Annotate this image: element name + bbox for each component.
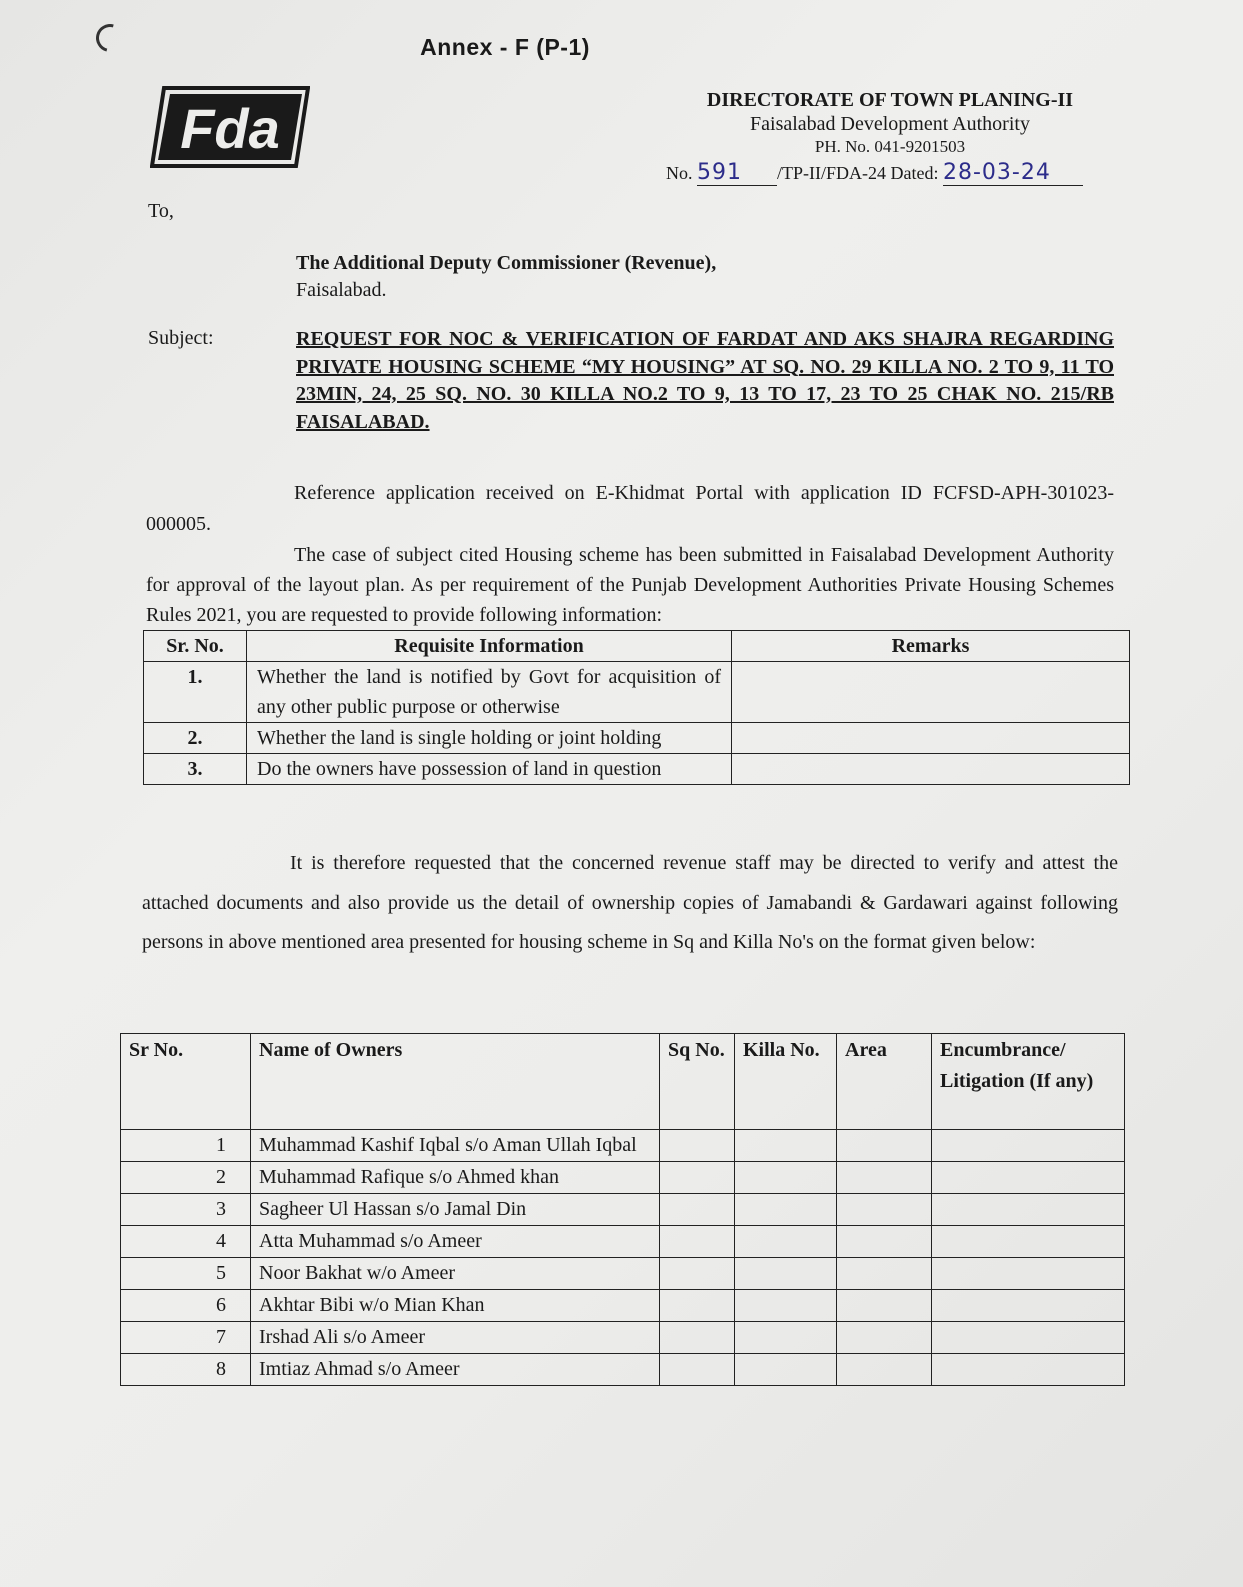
killa-no-cell [735, 1162, 837, 1194]
row-sr: 2. [144, 723, 247, 754]
ref-suffix: /TP-II/FDA-24 Dated: [777, 163, 939, 183]
owner-sr: 3 [121, 1194, 251, 1226]
owner-sr: 6 [121, 1290, 251, 1322]
killa-no-cell [735, 1194, 837, 1226]
sq-no-cell [660, 1258, 735, 1290]
owner-name: Irshad Ali s/o Ameer [251, 1322, 660, 1354]
killa-no-cell [735, 1226, 837, 1258]
header-requisite-info: Requisite Information [247, 631, 732, 662]
table-row [121, 1290, 1125, 1322]
encumbrance-cell [932, 1290, 1125, 1322]
header-sr-no: Sr. No. [144, 631, 247, 662]
requisite-info-table [143, 630, 1130, 785]
owner-sr: 8 [121, 1354, 251, 1386]
reference-line [666, 160, 1083, 186]
area-cell [837, 1130, 932, 1162]
table-row [144, 662, 1130, 723]
area-cell [837, 1258, 932, 1290]
annex-title: Annex - F (P-1) [420, 34, 590, 60]
directorate-title: DIRECTORATE OF TOWN PLANING-II [706, 89, 1074, 111]
owner-name: Noor Bakhat w/o Ameer [251, 1258, 660, 1290]
subject-text: REQUEST FOR NOC & VERIFICATION OF FARDAT AND AKS SHAJRA REGARDING PRIVATE HOUSING SCHEME “MY HOUSING” AT SQ. NO. 29 KILLA NO. 2 TO 9, 11 TO 23MIN, 24, 25 SQ. NO. 30 KILLA NO.2 TO 9, 13 TO 17, 23 TO 25 CHAK NO. 215/RB FAISALABAD. [296, 328, 1114, 433]
ref-number: 591 [697, 160, 742, 185]
row-remarks [732, 754, 1130, 785]
table-row [121, 1130, 1125, 1162]
sq-no-cell [660, 1162, 735, 1194]
row-info: Whether the land is single holding or joint holding [247, 723, 732, 754]
table-row [121, 1194, 1125, 1226]
organization-name: Faisalabad Development Authority [750, 113, 1030, 135]
sq-no-cell [660, 1322, 735, 1354]
owner-sr: 5 [121, 1258, 251, 1290]
encumbrance-cell [932, 1162, 1125, 1194]
header-killa-no: Killa No. [735, 1034, 837, 1130]
case-paragraph: The case of subject cited Housing scheme has been submitted in Faisalabad Development Authority for approval of the layout plan. As per requirement of the Punjab Development Authorities Private Housing Schemes Rules 2021, you are requested to provide following information: [146, 544, 1114, 626]
encumbrance-cell [932, 1322, 1125, 1354]
header-remarks: Remarks [732, 631, 1130, 662]
encumbrance-cell [932, 1194, 1125, 1226]
owner-name: Muhammad Kashif Iqbal s/o Aman Ullah Iqbal [251, 1130, 660, 1162]
owner-name: Muhammad Rafique s/o Ahmed khan [251, 1162, 660, 1194]
killa-no-cell [735, 1290, 837, 1322]
area-cell [837, 1162, 932, 1194]
table-row [144, 754, 1130, 785]
header-area: Area [837, 1034, 932, 1130]
row-info: Whether the land is notified by Govt for acquisition of any other public purpose or otherwise [247, 662, 732, 723]
table-row [121, 1322, 1125, 1354]
table-row [121, 1226, 1125, 1258]
area-cell [837, 1290, 932, 1322]
owner-sr: 4 [121, 1226, 251, 1258]
owner-sr: 1 [121, 1130, 251, 1162]
sq-no-cell [660, 1290, 735, 1322]
encumbrance-cell [932, 1226, 1125, 1258]
reference-paragraph: Reference application received on E-Khidmat Portal with application ID FCFSD-APH-301023-000005. [146, 482, 1114, 535]
table-row [121, 1258, 1125, 1290]
area-cell [837, 1194, 932, 1226]
table-header-row [144, 631, 1130, 662]
sq-no-cell [660, 1226, 735, 1258]
owner-name: Sagheer Ul Hassan s/o Jamal Din [251, 1194, 660, 1226]
table-row [121, 1162, 1125, 1194]
header-sq-no: Sq No. [660, 1034, 735, 1130]
addressee [296, 250, 716, 304]
encumbrance-cell [932, 1258, 1125, 1290]
row-sr: 1. [144, 662, 247, 723]
killa-no-cell [735, 1258, 837, 1290]
row-info: Do the owners have possession of land in question [247, 754, 732, 785]
header-owner-name: Name of Owners [251, 1034, 660, 1130]
table-row [144, 723, 1130, 754]
area-cell [837, 1226, 932, 1258]
killa-no-cell [735, 1322, 837, 1354]
row-sr: 3. [144, 754, 247, 785]
killa-no-cell [735, 1130, 837, 1162]
phone-number: PH. No. 041-9201503 [814, 137, 966, 156]
owners-table [120, 1033, 1125, 1386]
header-encumbrance: Encumbrance/ Litigation (If any) [932, 1034, 1125, 1130]
fda-logo [150, 86, 310, 168]
header-sr-no: Sr No. [121, 1034, 251, 1130]
owner-sr: 7 [121, 1322, 251, 1354]
table-header-row [121, 1034, 1125, 1130]
request-paragraph: It is therefore requested that the concerned revenue staff may be directed to verify and attest the attached documents and also provide us the detail of ownership copies of Jamabandi & Gardawari against following persons in above mentioned area presented for housing scheme in Sq and Killa No's on the format given below: [142, 852, 1118, 953]
addressee-title: The Additional Deputy Commissioner (Revenue), [296, 252, 717, 274]
sq-no-cell [660, 1194, 735, 1226]
fda-logo-icon [150, 86, 310, 168]
owner-name: Imtiaz Ahmad s/o Ameer [251, 1354, 660, 1386]
row-remarks [732, 723, 1130, 754]
sq-no-cell [660, 1354, 735, 1386]
owner-sr: 2 [121, 1162, 251, 1194]
area-cell [837, 1354, 932, 1386]
sq-no-cell [660, 1130, 735, 1162]
letterhead [660, 88, 1120, 158]
row-remarks [732, 662, 1130, 723]
addressee-city: Faisalabad. [296, 279, 387, 301]
owner-name: Akhtar Bibi w/o Mian Khan [251, 1290, 660, 1322]
table-row [121, 1354, 1125, 1386]
ref-prefix: No. [666, 163, 693, 183]
to-label: To, [148, 200, 174, 222]
owner-name: Atta Muhammad s/o Ameer [251, 1226, 660, 1258]
area-cell [837, 1322, 932, 1354]
letter-date: 28-03-24 [942, 160, 1051, 185]
encumbrance-cell [932, 1130, 1125, 1162]
logo-text: Fda [180, 97, 280, 160]
subject-label: Subject: [148, 327, 214, 349]
encumbrance-cell [932, 1354, 1125, 1386]
killa-no-cell [735, 1354, 837, 1386]
